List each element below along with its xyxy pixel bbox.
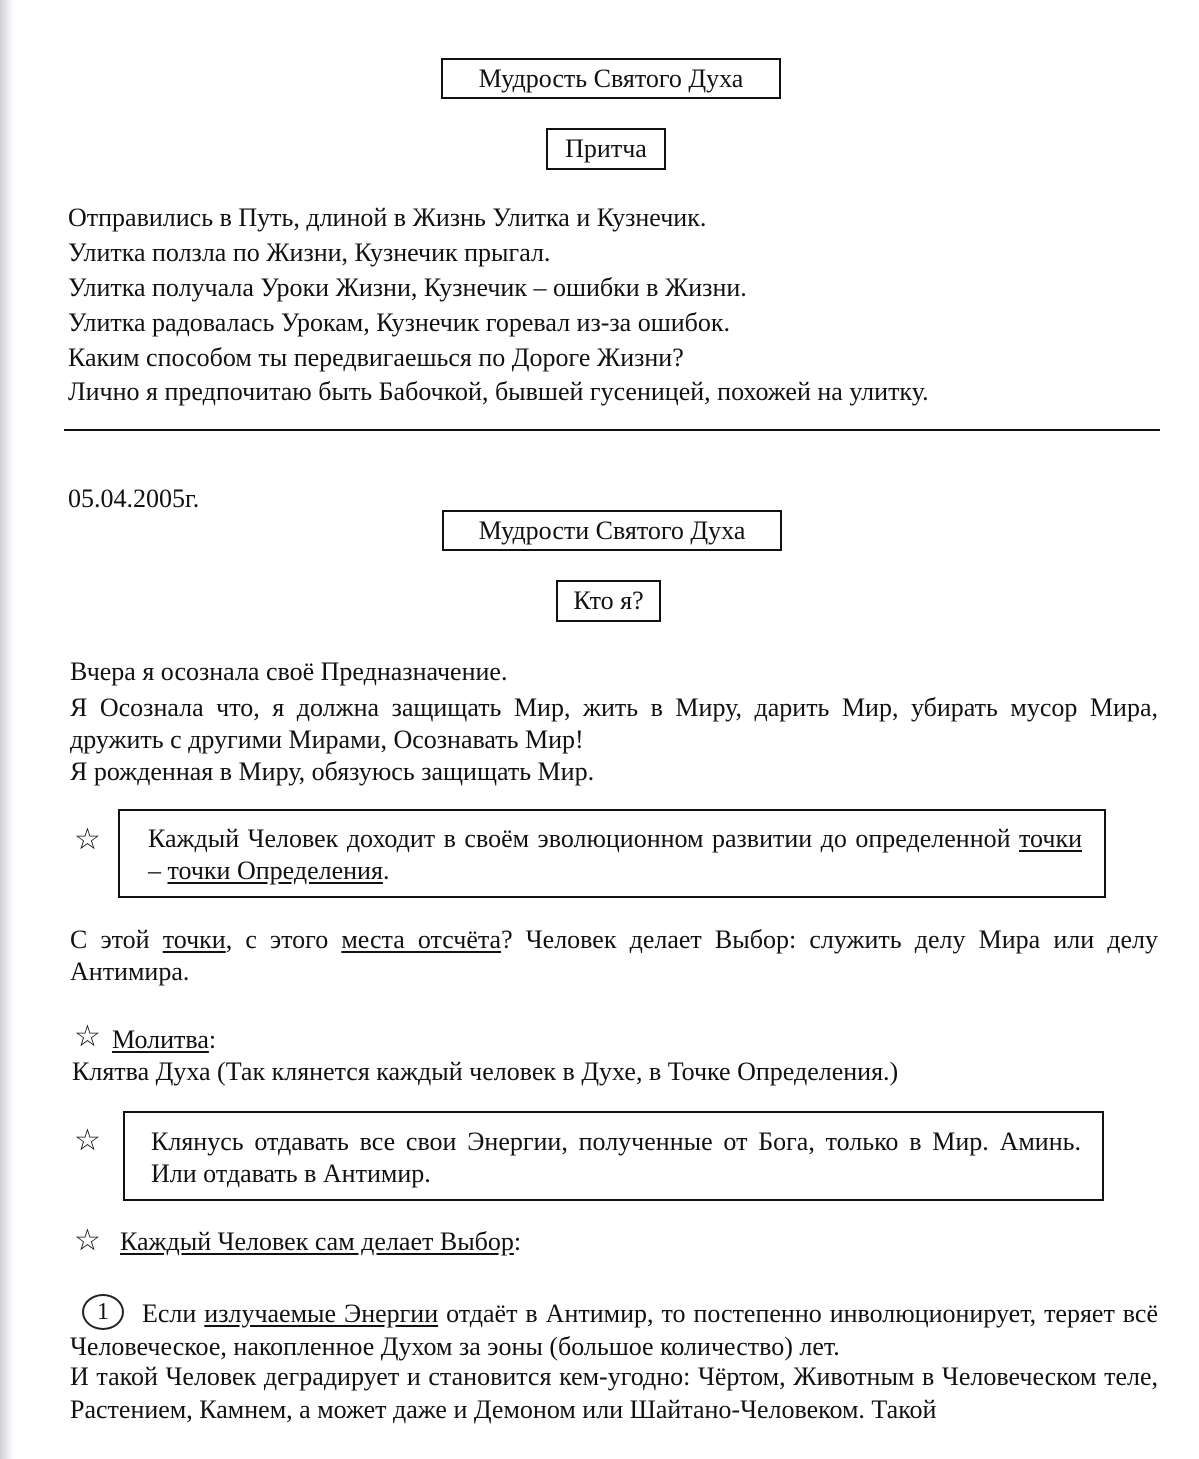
parable-line: Отправились в Путь, длиной в Жизнь Улитка и Кузнечик. (68, 203, 707, 232)
star-outline-icon: ☆ (74, 1123, 101, 1158)
highlight-text: Клянусь отдавать все свои Энергии, полученные от Бога, только в Мир. Аминь. Или отдавать в Антимир. (151, 1127, 1081, 1188)
text-span: Если (142, 1299, 205, 1328)
paragraph: Я Осознала что, я должна защищать Мир, жить в Миру, дарить Мир, убирать мусор Мира, дружить с другими Мирами, Осознавать Мир! (70, 693, 1158, 754)
highlight-text (148, 823, 1082, 887)
paragraph: Я рожденная в Миру, обязуюсь защищать Мир. (70, 757, 595, 786)
star-outline-icon: ☆ (74, 1223, 101, 1258)
paragraph: Вчера я осознала своё Предназначение. (70, 657, 508, 686)
numbered-circle: 1 (82, 1294, 124, 1330)
paragraph (70, 1297, 1158, 1363)
text-span: отдаёт в Антимир, то постепенно инволюционирует, теряет всё Человеческое, накопленное Духом за эоны (большое количество) лет. (70, 1299, 1158, 1361)
paragraph: И такой Человек деградирует и становится кем-угодно: Чёртом, Животным в Человеческом теле, Растением, Камнем, а может даже и Демоном или Шайтано-Человеком. Такой (70, 1362, 1158, 1424)
parable-line: Каким способом ты передвигаешься по Дороге Жизни? (68, 343, 684, 372)
text-span: , с этого (225, 925, 342, 954)
underlined-term: излучаемые Энергии (204, 1299, 439, 1328)
text-span: Каждый Человек доходит в своём эволюционном развитии до определенной (148, 824, 1020, 853)
text-span: . (382, 856, 390, 885)
prayer-heading (112, 1027, 216, 1053)
text-span: : (513, 1227, 522, 1256)
underlined-term: места отсчёта (341, 925, 502, 954)
oath-line: Клятва Духа (Так клянется каждый человек в Духе, в Точке Определения.) (72, 1057, 899, 1086)
parable-line: Улитка радовалась Урокам, Кузнечик горевал из-за ошибок. (68, 308, 731, 337)
text-span: : (208, 1025, 217, 1054)
underlined-term: точки (1019, 824, 1082, 853)
choice-heading (120, 1229, 521, 1255)
parable-line: Улитка получала Уроки Жизни, Кузнечик – ошибки в Жизни. (68, 273, 747, 302)
section2-title: Мудрости Святого Духа (442, 510, 782, 551)
section1-title: Мудрость Святого Духа (441, 58, 781, 99)
section-divider (64, 429, 1160, 431)
entry-date: 05.04.2005г. (68, 484, 200, 513)
section2-subtitle: Кто я? (556, 580, 661, 622)
underlined-term: Молитва (112, 1025, 209, 1054)
section1-subtitle: Притча (546, 128, 666, 170)
text-span: – (148, 856, 168, 885)
underlined-term: точки Определения (167, 856, 383, 885)
highlight-box (123, 1111, 1104, 1201)
text-span: С этой (70, 925, 163, 954)
star-outline-icon: ☆ (74, 822, 101, 857)
parable-line: Лично я предпочитаю быть Бабочкой, бывшей гусеницей, похожей на улитку. (68, 377, 929, 406)
page-edge-shadow (0, 0, 14, 1459)
star-outline-icon: ☆ (74, 1019, 101, 1054)
text-span: ? Человек делает Выбор: служить делу Мира или делу Антимира. (70, 925, 1159, 986)
paragraph (70, 924, 1158, 988)
underlined-term: Каждый Человек сам делает Выбор (120, 1227, 514, 1256)
parable-line: Улитка ползла по Жизни, Кузнечик прыгал. (68, 238, 551, 267)
highlight-box (118, 809, 1106, 898)
underlined-term: точки (162, 925, 226, 954)
